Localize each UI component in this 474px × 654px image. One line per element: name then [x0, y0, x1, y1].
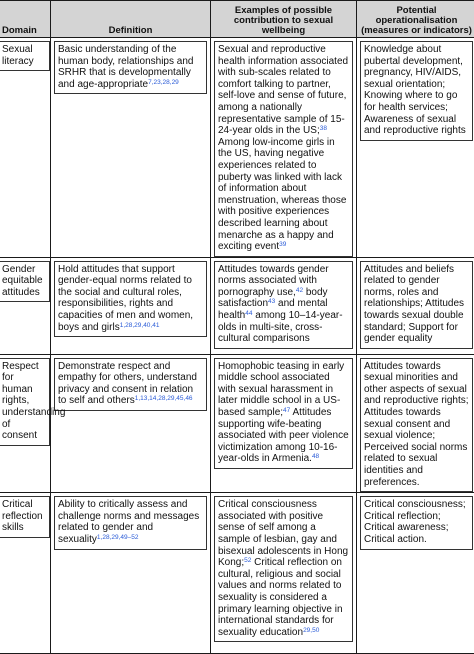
reference-link[interactable]: 1,13,14,28,29,45,46 [135, 395, 193, 402]
table-row [0, 38, 474, 258]
definition-cell: Basic understanding of the human body, relationships and SRHR that is developmentally and age-appropriate$^{7,23,28,29}$ [54, 41, 207, 94]
examples-cell: Attitudes towards gender norms associated with pornography use,$^{42}$ body satisfaction$^{43}$ and mental health$^{44}$ among 10–14-year-olds in multi-site, cross-cultural comparisons [214, 261, 353, 349]
operationalisation-cell: Attitudes and beliefs related to gender norms, roles and relationships; Attitudes towards sexual double standard; Support for gender equality [360, 261, 473, 349]
reference-link[interactable]: 1,28,29,49–52 [97, 534, 139, 541]
header-operationalisation: Potential operationalisation (measures or indicators) [357, 1, 474, 38]
table-row [0, 257, 474, 354]
operationalisation-cell: Knowledge about pubertal development, pregnancy, HIV/AIDS, sexual orientation; Knowing where to go for health services; Awareness of sexual and reproductive rights [360, 41, 473, 141]
domain-cell: Sexual literacy [0, 41, 50, 71]
reference-link[interactable]: 29,50 [303, 627, 319, 634]
domain-cell: Gender equitable attitudes [0, 261, 50, 303]
reference-link[interactable]: 48 [312, 453, 319, 460]
reference-link[interactable]: 7,23,28,29 [148, 79, 179, 86]
operationalisation-cell: Critical consciousness; Critical reflection; Critical awareness; Critical action. [360, 496, 473, 549]
reference-link[interactable]: 42 [296, 287, 303, 294]
definition-cell: Ability to critically assess and challenge norms and messages related to gender and sexuality$^{1,28,29,49-52}$ [54, 496, 207, 549]
header-row [0, 1, 474, 38]
reference-link[interactable]: 1,28,29,40,41 [120, 322, 160, 329]
examples-cell: Homophobic teasing in early middle school associated with sexual harassment in later middle school in a US-based sample;$^{47}$ Attitudes supporting wife-beating associated with peer violence victimization among 10-16-year-olds in Armenia.$^{48}$ [214, 358, 353, 469]
table-row [0, 493, 474, 654]
reference-link[interactable]: 39 [279, 241, 286, 248]
header-definition: Definition [51, 1, 211, 38]
examples-cell: Sexual and reproductive health information associated with sub-scales related to comfort talking to partner, self-love and sense of future, among a nationally representative sample of 15-24-year olds in the US;$^{38}$ Among low-income girls in the US, having negative experiences related to puberty was linked with lack of information about menstruation, whereas those with positive experiences described learning about menarche as a happy and exciting event$^{39}$ [214, 41, 353, 257]
definition-cell: Demonstrate respect and empathy for others, understand privacy and consent in relation to self and others$^{1,13,14,28,29,45,46}$ [54, 358, 207, 411]
operationalisation-cell: Attitudes towards sexual minorities and other aspects of sexual and reproductive rights; Attitudes towards sexual consent and sexual violence; Perceived social norms related to sexual identities and preferences. [360, 358, 473, 493]
header-domain: Domain [0, 1, 51, 38]
header-examples: Examples of possible contribution to sexual wellbeing [211, 1, 357, 38]
reference-link[interactable]: 47 [283, 407, 290, 414]
examples-cell: Critical consciousness associated with positive sense of self among a sample of lesbian, gay and bisexual adolescents in Hong Kong;$^{52}$ Critical reflection on cultural, religious and social values and norms related to sexuality is considered a primary learning objective in international standards for sexuality education$^{29,50}$ [214, 496, 353, 642]
reference-link[interactable]: 43 [268, 298, 275, 305]
domain-cell: Critical reflection skills [0, 496, 50, 538]
reference-link[interactable]: 44 [245, 310, 252, 317]
reference-link[interactable]: 52 [244, 557, 251, 564]
definition-cell: Hold attitudes that support gender-equal norms related to the social and cultural roles, responsibilities, rights and capacities of men and women, boys and girls$^{1,28,29,40,41}$ [54, 261, 207, 338]
reference-link[interactable]: 38 [320, 125, 327, 132]
table-row [0, 354, 474, 493]
domain-cell: Respect for human rights, understanding of consent [0, 358, 50, 446]
